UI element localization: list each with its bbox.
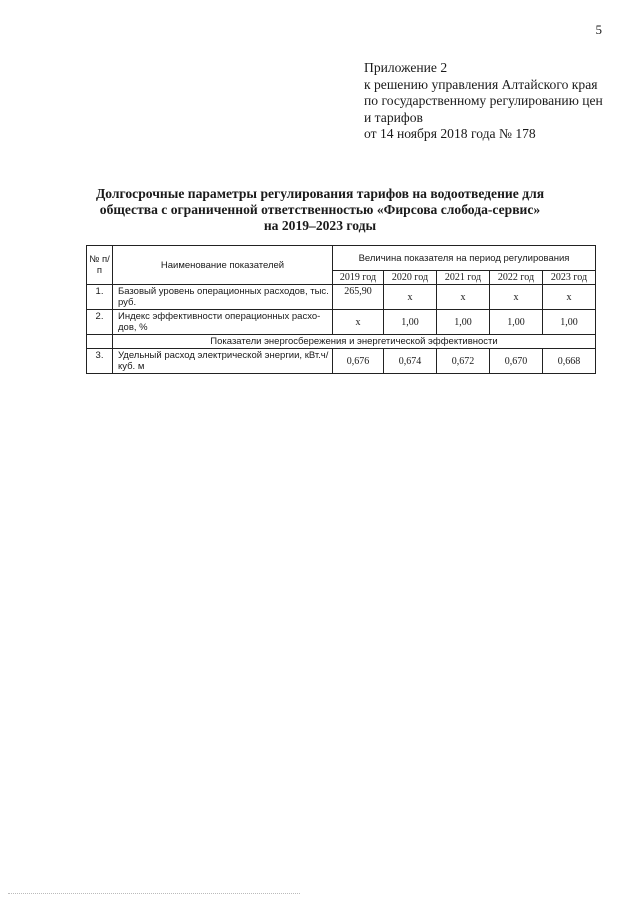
appendix-line: по государственному регулированию цен: [364, 93, 603, 108]
row-value: 0,672: [437, 349, 490, 374]
row-value: 1,00: [490, 310, 543, 335]
table-row: [87, 310, 596, 335]
appendix-line: к решению управления Алтайского края: [364, 76, 598, 92]
row-value: 1,00: [384, 310, 437, 335]
row-value: х: [490, 285, 543, 310]
row-value: 0,676: [333, 349, 384, 374]
title-line: общества с ограниченной ответственностью «Фирсова слобода-сервис»: [99, 202, 541, 217]
row-value: 1,00: [543, 310, 596, 335]
row-value: 0,670: [490, 349, 543, 374]
row-num: 2.: [87, 310, 113, 335]
appendix-line: и тарифов: [364, 109, 423, 125]
year-header: 2021 год: [437, 271, 490, 285]
section-title: Показатели энергосбережения и энергетической эффективности: [113, 335, 596, 349]
row-value: х: [384, 285, 437, 310]
row-value: х: [333, 310, 384, 335]
page-number: 5: [595, 22, 602, 37]
row-value: х: [437, 285, 490, 310]
header-name: Наименование показателей: [113, 246, 333, 285]
section-num-cell: [87, 335, 113, 349]
appendix-line: от 14 ноября 2018 года № 178: [364, 126, 536, 141]
row-value: 265,90: [333, 285, 384, 310]
row-num: 1.: [87, 285, 113, 310]
table-row: [87, 285, 596, 310]
header-num: № п/п: [87, 246, 113, 285]
parameters-table: [86, 245, 596, 374]
row-name: Базовый уровень операционных расходов, тыс. руб.: [113, 285, 333, 310]
year-header: 2020 год: [384, 271, 437, 285]
table-header-row: [87, 246, 596, 271]
year-header: 2019 год: [333, 271, 384, 285]
document-title: [60, 186, 580, 234]
row-name: Удельный расход электрической энергии, кВт.ч/куб. м: [113, 349, 333, 374]
header-period: Величина показателя на период регулирования: [333, 246, 596, 271]
row-num: 3.: [87, 349, 113, 374]
appendix-line: Приложение 2: [364, 60, 448, 75]
title-line: на 2019–2023 годы: [263, 218, 377, 233]
row-name: Индекс эффективности операционных расхо-дов, %: [113, 310, 333, 335]
year-header: 2022 год: [490, 271, 543, 285]
year-header: 2023 год: [543, 271, 596, 285]
table-row: [87, 349, 596, 374]
row-value: 0,674: [384, 349, 437, 374]
scan-edge-divider: [8, 893, 300, 894]
row-value: 1,00: [437, 310, 490, 335]
table-section-row: [87, 335, 596, 349]
title-line: Долгосрочные параметры регулирования тарифов на водоотведение для: [95, 186, 545, 201]
row-value: 0,668: [543, 349, 596, 374]
appendix-header: [364, 60, 614, 143]
row-value: х: [543, 285, 596, 310]
